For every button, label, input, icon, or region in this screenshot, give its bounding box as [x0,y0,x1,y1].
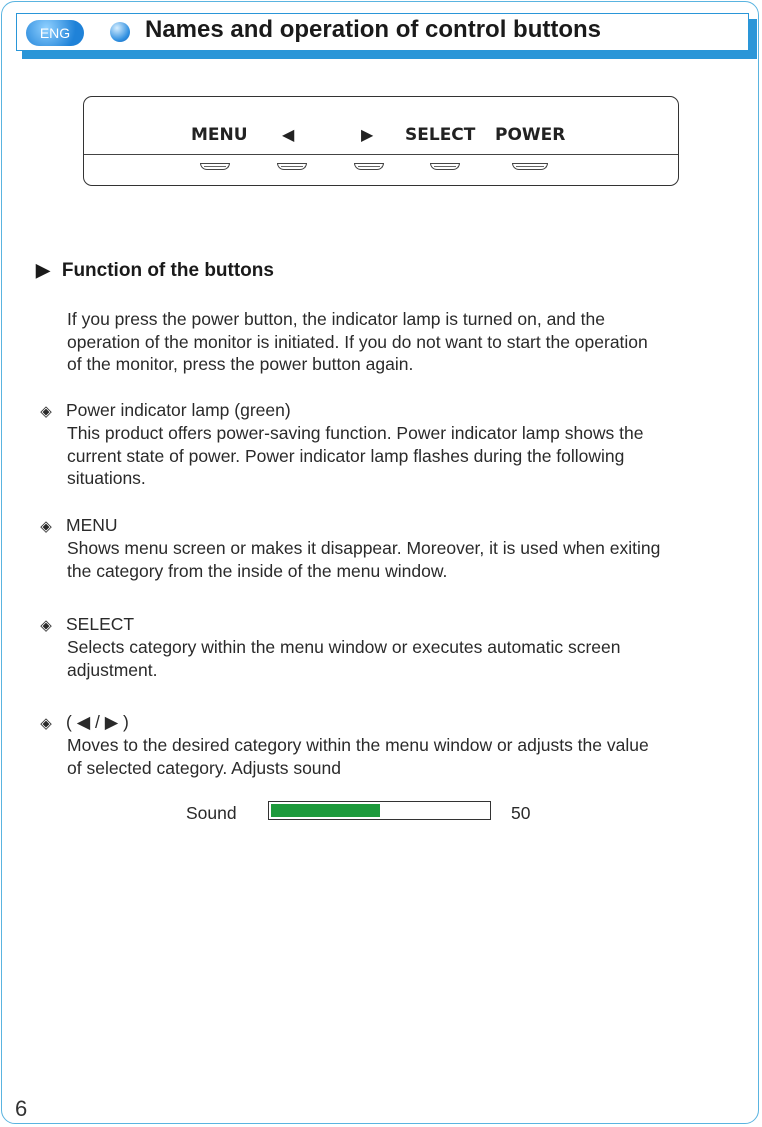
item-line: Shows menu screen or makes it disappear. Moreover, it is used when exiting [67,538,661,558]
item-body-arrows [67,734,727,779]
item-line: This product offers power-saving function. Power indicator lamp shows the [67,423,644,443]
item-heading-power-lamp [38,399,291,424]
intro-line: of the monitor, press the power button again. [67,354,414,374]
item-heading-arrows [38,711,129,736]
section-heading [36,260,274,282]
page-number: 6 [15,1096,28,1121]
item-line: the category from the inside of the menu window. [67,560,448,581]
item-line: Moves to the desired category within the menu window or adjusts the value [67,735,649,755]
sound-value: 50 [511,803,531,823]
power-key [512,163,548,170]
right-arrow-icon: ▶ [361,127,374,144]
item-title: SELECT [66,614,135,634]
panel-label-menu: MENU [191,125,248,145]
select-key [430,163,460,170]
item-line: situations. [67,468,146,488]
item-line: current state of power. Power indicator lamp flashes during the following [67,445,625,466]
bullet-dot-icon [110,22,130,42]
item-heading-menu [38,514,118,539]
item-title: MENU [66,515,118,535]
item-line: Selects category within the menu window or executes automatic screen [67,637,621,657]
panel-label-select: SELECT [405,125,476,145]
diamond-bullet-icon: ◈ [40,518,52,535]
intro-paragraph [67,308,727,376]
panel-divider [84,154,678,155]
sound-label: Sound [186,803,237,823]
left-key [277,163,307,170]
item-line: of selected category. Adjusts sound [67,757,342,778]
panel-label-power: POWER [495,125,566,145]
item-line: adjustment. [67,659,158,680]
menu-key [200,163,230,170]
right-key [354,163,384,170]
intro-line: If you press the power button, the indicator lamp is turned on, and the [67,309,605,329]
section-heading-text: Function of the buttons [61,260,274,281]
control-panel-illustration [83,96,679,186]
page-title: Names and operation of control buttons [145,16,602,43]
item-title: Power indicator lamp (green) [66,400,291,420]
intro-line: operation of the monitor is initiated. If you do not want to start the operation [67,331,648,352]
item-title: ( ◀ / ▶ ) [66,712,129,732]
diamond-bullet-icon: ◈ [40,715,52,732]
diamond-bullet-icon: ◈ [40,617,52,634]
play-triangle-icon: ▶ [36,260,50,280]
diamond-bullet-icon: ◈ [40,403,52,420]
item-body-select [67,636,727,681]
item-body-menu [67,537,727,582]
sound-bar-fill [271,804,380,817]
item-heading-select [38,613,134,638]
item-body-power-lamp [67,422,727,490]
sound-bar-track [268,801,491,820]
left-arrow-icon: ◀ [282,127,295,144]
language-badge: ENG [26,20,84,46]
